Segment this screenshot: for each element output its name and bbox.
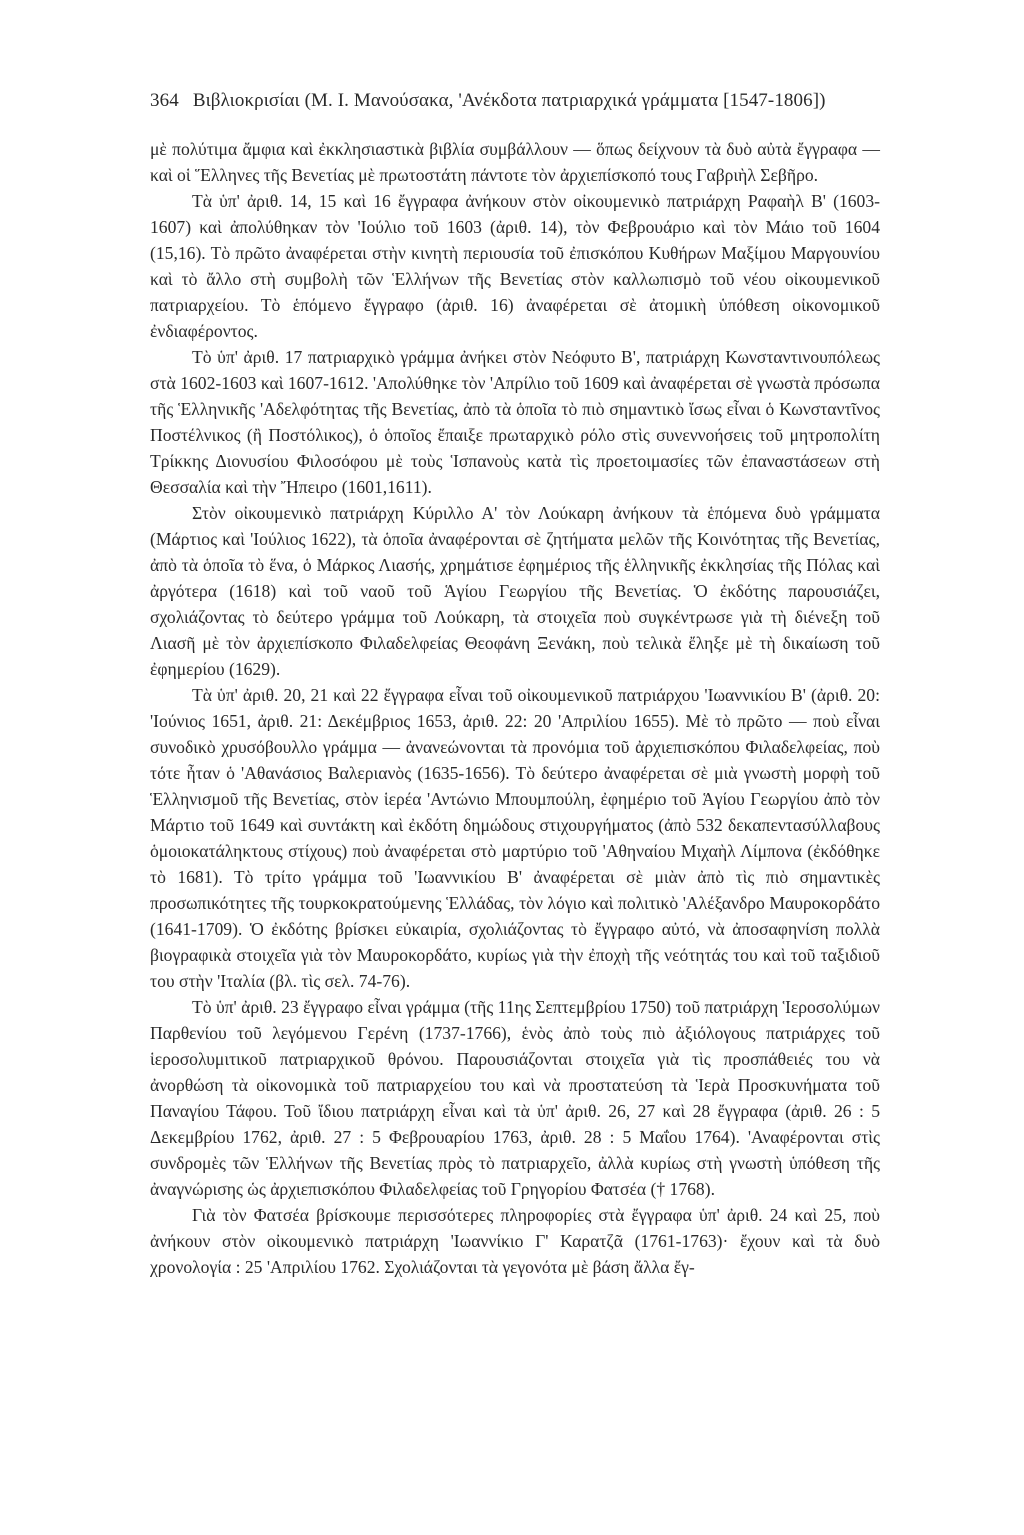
paragraph-7: Γιὰ τὸν Φατσέα βρίσκουμε περισσότερες πληροφορίες στὰ ἔγγραφα ὑπ' ἀριθ. 24 καὶ 25, ποὺ ἀνήκουν στὸν οἰκουμενικὸ πατριάρχη 'Ιωαννίκιο Γ' Καρατζᾶ (1761-1763)· ἔχουν καὶ τὰ δυὸ χρονολογία : 25 'Απριλίου 1762. Σχολιάζονται τὰ γεγονότα μὲ βάση ἄλλα ἔγ- [150, 1205, 880, 1277]
running-head [150, 88, 890, 114]
running-title: Βιβλιοκρισίαι (Μ. Ι. Μανούσακα, 'Ανέκδοτα πατριαρχικά γράμματα [1547-1806]) [192, 90, 826, 111]
paragraph-3: Τὸ ὑπ' ἀριθ. 17 πατριαρχικὸ γράμμα ἀνήκει στὸν Νεόφυτο Β', πατριάρχη Κωνσταντινουπόλεως στὰ 1602-1603 καὶ 1607-1612. 'Απολύθηκε τὸν 'Απρίλιο τοῦ 1609 καὶ ἀναφέρεται σὲ γνωστὰ πρόσωπα τῆς Ἑλληνικῆς 'Αδελφότητας τῆς Βενετίας, ἀπὸ τὰ ὁποῖα τὸ πιὸ σημαντικὸ ἴσως εἶναι ὁ Κωνσταντῖνος Ποστέλνικος (ἢ Ποστόλικος), ὁ ὁποῖος ἔπαιξε πρωταρχικὸ ρόλο στὶς συνεννοήσεις τοῦ μητροπολίτη Τρίκκης Διονυσίου Φιλοσόφου μὲ τοὺς Ἱσπανοὺς κατὰ τὶς προετοιμασίες τῶν ἐπαναστάσεων στὴ Θεσσαλία καὶ τὴν Ἤπειρο (1601,1611). [150, 347, 880, 497]
paragraph-6: Τὸ ὑπ' ἀριθ. 23 ἔγγραφο εἶναι γράμμα (τῆς 11ης Σεπτεμβρίου 1750) τοῦ πατριάρχη Ἱεροσολύμων Παρθενίου τοῦ λεγόμενου Γερένη (1737-1766), ἑνὸς ἀπὸ τοὺς πιὸ ἀξιόλογους πατριάρχες τοῦ ἱεροσολυμιτικοῦ πατριαρχικοῦ θρόνου. Παρουσιάζονται στοιχεῖα γιὰ τὶς προσπάθειές του νὰ ἀνορθώση τὰ οἰκονομικὰ τοῦ πατριαρχείου του καὶ νὰ προστατεύση τὰ Ἱερὰ Προσκυνήματα τοῦ Παναγίου Τάφου. Τοῦ ἴδιου πατριάρχη εἶναι καὶ τὰ ὑπ' ἀριθ. 26, 27 καὶ 28 ἔγγραφα (ἀριθ. 26 : 5 Δεκεμβρίου 1762, ἀριθ. 27 : 5 Φεβρουαρίου 1763, ἀριθ. 28 : 5 Μαΐου 1764). 'Αναφέρονται στὶς συνδρομὲς τῶν Ἑλλήνων τῆς Βενετίας πρὸς τὸ πατριαρχεῖο, ἀλλὰ κυρίως στὴ γνωστὴ ὑπόθεση τῆς ἀναγνώρισης ὡς ἀρχιεπισκόπου Φιλαδελφείας τοῦ Γρηγορίου Φατσέα († 1768). [150, 997, 880, 1199]
paragraph-5: Τὰ ὑπ' ἀριθ. 20, 21 καὶ 22 ἔγγραφα εἶναι τοῦ οἰκουμενικοῦ πατριάρχου 'Ιωαννικίου Β' (ἀριθ. 20: 'Ιούνιος 1651, ἀριθ. 21: Δεκέμβριος 1653, ἀριθ. 22: 20 'Απριλίου 1655). Μὲ τὸ πρῶτο — ποὺ εἶναι συνοδικὸ χρυσόβουλλο γράμμα — ἀνανεώνονται τὰ προνόμια τοῦ ἀρχιεπισκόπου Φιλαδελφείας, ποὺ τότε ἦταν ὁ 'Αθανάσιος Βαλεριανὸς (1635-1656). Τὸ δεύτερο ἀναφέρεται σὲ μιὰ γνωστὴ μορφὴ τοῦ Ἑλληνισμοῦ τῆς Βενετίας, στὸν ἱερέα 'Αντώνιο Μπουμπούλη, ἐφημέριο τοῦ Ἁγίου Γεωργίου ἀπὸ τὸν Μάρτιο τοῦ 1649 καὶ συντάκτη καὶ ἐκδότη δημώδους στιχουργήματος (ἀπὸ 532 δεκαπεντασύλλαβους ὁμοιοκατάληκτους στίχους) ποὺ ἀναφέρεται στὸ μαρτύριο τοῦ 'Αθηναίου Μιχαὴλ Λίμπονα (ἐκδόθηκε τὸ 1681). Τὸ τρίτο γράμμα τοῦ 'Ιωαννικίου Β' ἀναφέρεται σὲ μιὰν ἀπὸ τὶς πιὸ σημαντικὲς προσωπικότητες τῆς τουρκοκρατούμενης Ἑλλάδας, τὸν λόγιο καὶ πολιτικὸ 'Αλέξανδρο Μαυροκορδάτο (1641-1709). Ὁ ἐκδότης βρίσκει εὐκαιρία, σχολιάζοντας τὸ ἔγγραφο αὐτό, νὰ ἀποσαφηνίση πολλὰ βιογραφικὰ στοιχεῖα γιὰ τὸν Μαυροκορδάτο, κυρίως γιὰ τὴν ἐποχὴ τῆς νεότητάς του καὶ τοῦ ταξιδιοῦ του στὴν 'Ιταλία (βλ. τὶς σελ. 74-76). [150, 685, 880, 991]
paragraph-2: Τὰ ὑπ' ἀριθ. 14, 15 καὶ 16 ἔγγραφα ἀνήκουν στὸν οἰκουμενικὸ πατριάρχη Ραφαὴλ Β' (1603-1607) καὶ ἀπολύθηκαν τὸν 'Ιούλιο τοῦ 1603 (ἀριθ. 14), τὸν Φεβρουάριο καὶ τὸν Μάιο τοῦ 1604 (15,16). Τὸ πρῶτο ἀναφέρεται στὴν κινητὴ περιουσία τοῦ ἐπισκόπου Κυθήρων Μαξίμου Μαργουνίου καὶ τὸ ἄλλο στὴ συμβολὴ τῶν Ἑλλήνων τῆς Βενετίας στὸν καλλωπισμὸ τοῦ νέου οἰκουμενικοῦ πατριαρχείου. Τὸ ἑπόμενο ἔγγραφο (ἀριθ. 16) ἀναφέρεται σὲ ἀτομικὴ ὑπόθεση οἰκονομικοῦ ἐνδιαφέροντος. [150, 191, 880, 341]
paragraph-1: μὲ πολύτιμα ἄμφια καὶ ἐκκλησιαστικὰ βιβλία συμβάλλουν — ὅπως δείχνουν τὰ δυὸ αὐτὰ ἔγγραφα — καὶ οἱ Ἕλληνες τῆς Βενετίας μὲ πρωτοστάτη πάντοτε τὸν ἀρχιεπίσκοπό τους Γαβριὴλ Σεβῆρο. [150, 139, 880, 185]
body-text [150, 136, 880, 1280]
paragraph-4: Στὸν οἰκουμενικὸ πατριάρχη Κύριλλο Α' τὸν Λούκαρη ἀνήκουν τὰ ἑπόμενα δυὸ γράμματα (Μάρτιος καὶ 'Ιούλιος 1622), τὰ ὁποῖα ἀναφέρονται σὲ ζητήματα μελῶν τῆς Κοινότητας τῆς Βενετίας, ἀπὸ τὰ ὁποῖα τὸ ἕνα, ὁ Μάρκος Λιασής, χρημάτισε ἐφημέριος τῆς ἑλληνικῆς ἐκκλησίας τῆς Πόλας καὶ ἀργότερα (1618) καὶ τοῦ ναοῦ τοῦ Ἁγίου Γεωργίου τῆς Βενετίας. Ὁ ἐκδότης παρουσιάζει, σχολιάζοντας τὸ δεύτερο γράμμα τοῦ Λούκαρη, τὰ στοιχεῖα ποὺ συγκέντρωσε γιὰ τὴ διένεξη τοῦ Λιασῆ μὲ τὸν ἀρχιεπίσκοπο Φιλαδελφείας Θεοφάνη Ξενάκη, ποὺ τελικὰ ἔληξε μὲ τὴ δικαίωση τοῦ ἐφημερίου (1629). [150, 503, 880, 679]
page-number: 364 [150, 90, 179, 111]
